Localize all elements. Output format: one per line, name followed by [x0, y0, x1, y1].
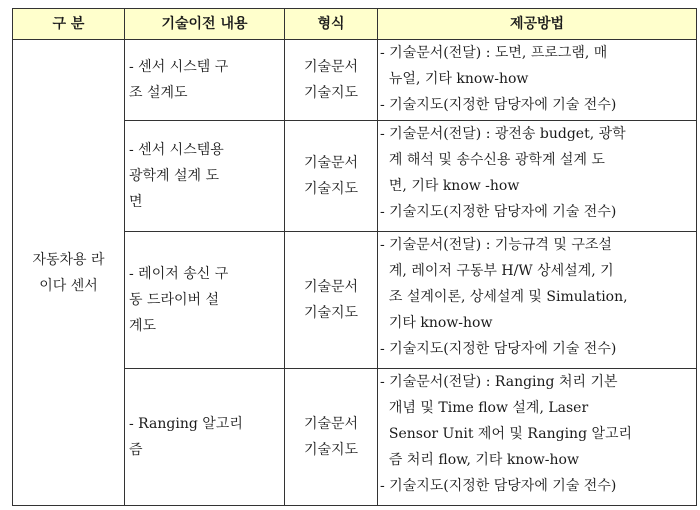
method-line: - 기술문서(전달) : Ranging 처리 기본	[380, 373, 618, 390]
method-line: 즘 처리 flow, 기타 know-how	[380, 451, 579, 468]
method-line: 조 설계이론, 상세설계 및 Simulation,	[380, 288, 628, 305]
method-line: - 기술문서(전달) : 기능규격 및 구조설	[380, 236, 612, 253]
tech-content-line: - 레이저 송신 구	[129, 265, 229, 282]
method-line: 계, 레이저 구동부 H/W 상세설계, 기	[380, 262, 614, 279]
tech-content-line: 면	[129, 193, 143, 210]
table-row	[13, 40, 697, 121]
category-line: 자동차용 라	[32, 251, 105, 268]
tech-content-line: - 센서 시스템용	[129, 141, 224, 158]
tech-content-cell	[125, 120, 285, 231]
method-line: 기타 know-how	[380, 314, 493, 331]
form-cell	[285, 40, 378, 121]
category-cell	[13, 40, 125, 506]
header-row	[13, 9, 697, 40]
category-line: 이다 센서	[39, 277, 98, 294]
method-line: 뉴얼, 기타 know-how	[380, 71, 529, 87]
form-line: 기술문서	[303, 58, 359, 75]
tech-content-line: 계도	[129, 317, 157, 334]
tech-content-line: - Ranging 알고리	[129, 415, 243, 432]
header-category: 구 분	[13, 9, 125, 40]
tech-content-line: 조 설계도	[129, 84, 188, 101]
form-cell	[285, 231, 378, 368]
method-cell	[378, 231, 697, 368]
form-line: 기술문서	[303, 415, 359, 432]
header-method: 제공방법	[378, 9, 697, 40]
method-line: 개념 및 Time flow 설계, Laser	[380, 399, 589, 416]
tech-content-line: 즘	[129, 441, 143, 458]
header-form: 형식	[285, 9, 378, 40]
method-line: 면, 기타 know -how	[380, 177, 520, 194]
form-cell	[285, 368, 378, 505]
form-line: 기술문서	[303, 154, 359, 171]
method-cell	[378, 40, 697, 121]
form-line: 기술지도	[303, 84, 359, 101]
tech-content-cell	[125, 231, 285, 368]
method-line: Sensor Unit 제어 및 Ranging 알고리	[380, 425, 633, 442]
tech-transfer-table	[12, 8, 697, 506]
tech-content-cell	[125, 368, 285, 505]
method-line: - 기술지도(지정한 담당자에 기술 전수)	[380, 340, 617, 357]
header-tech-content: 기술이전 내용	[125, 9, 285, 40]
method-cell	[378, 368, 697, 505]
form-line: 기술문서	[303, 278, 359, 295]
method-line: - 기술지도(지정한 담당자에 기술 전수)	[380, 203, 617, 220]
form-line: 기술지도	[303, 441, 359, 458]
method-line: 계 해석 및 송수신용 광학계 설계 도	[380, 151, 605, 168]
tech-content-cell	[125, 40, 285, 121]
method-line: - 기술문서(전달) : 도면, 프로그램, 매	[380, 45, 608, 61]
tech-content-line: 광학계 설계 도	[129, 167, 220, 184]
form-line: 기술지도	[303, 180, 359, 197]
method-line: - 기술문서(전달) : 광전송 budget, 광학	[380, 125, 626, 142]
tech-content-line: 동 드라이버 설	[129, 291, 220, 308]
form-cell	[285, 120, 378, 231]
tech-content-line: - 센서 시스템 구	[129, 58, 229, 75]
method-line: - 기술지도(지정한 담당자에 기술 전수)	[380, 477, 617, 494]
form-line: 기술지도	[303, 304, 359, 321]
method-line: - 기술지도(지정한 담당자에 기술 전수)	[380, 97, 617, 113]
method-cell	[378, 120, 697, 231]
